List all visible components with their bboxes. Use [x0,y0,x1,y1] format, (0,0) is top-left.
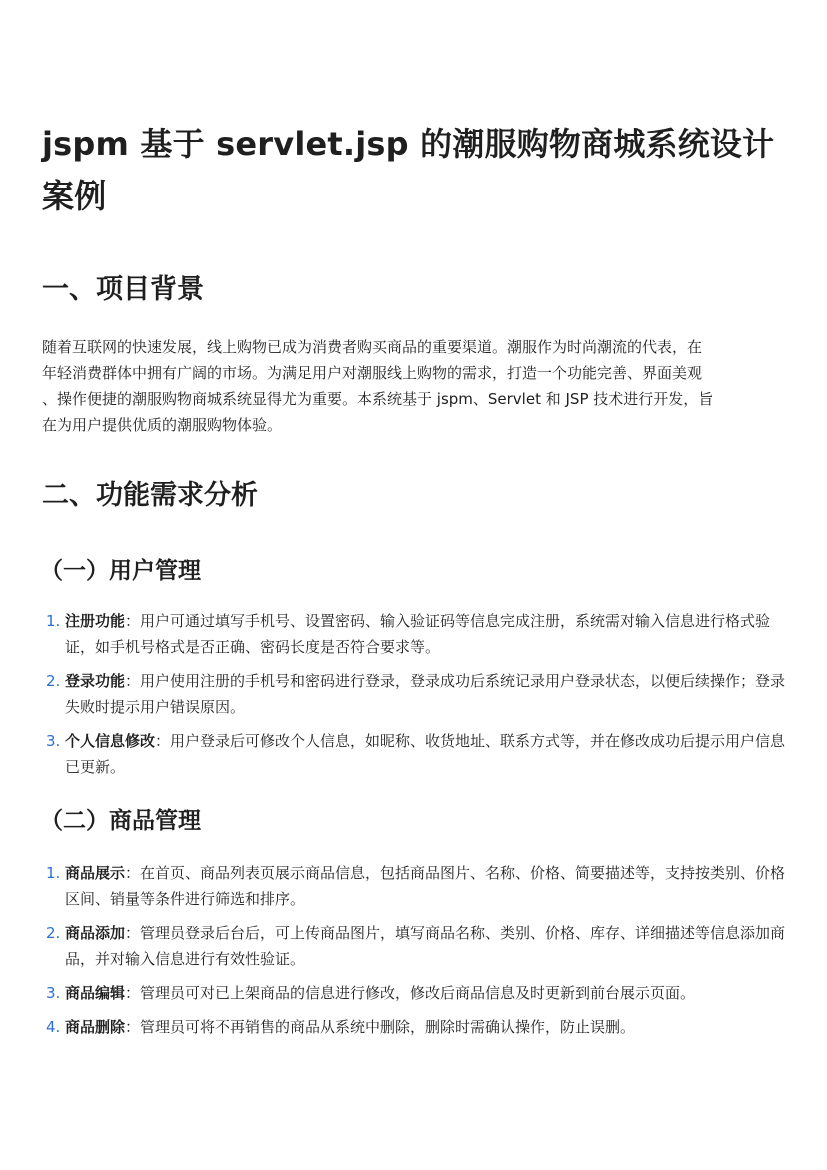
section-heading-background: 一、项目背景 [42,274,204,305]
subsection-heading-user-management: （一）用户管理 [40,558,201,584]
list-item-number: 2. [46,924,61,942]
list-item-text: ：管理员可将不再销售的商品从系统中删除，删除时需确认操作，防止误删。 [125,1018,636,1036]
list-item-number: 1. [46,864,61,882]
list-item [42,608,799,660]
list-item-number: 3. [46,984,61,1002]
list-item [42,728,799,780]
document-title: jspm 基于 servlet.jsp 的潮服购物商城系统设计案例 [42,125,775,215]
list-item-term: 注册功能 [65,612,126,630]
list-item-number: 3. [46,732,61,750]
list-item-term: 个人信息修改 [65,732,156,750]
subsection-heading-product-management: （二）商品管理 [40,808,201,834]
list-item [42,860,799,912]
list-item-text: ：用户使用注册的手机号和密码进行登录，登录成功后系统记录用户登录状态，以便后续操作；登录失败时提示用户错误原因。 [65,672,786,716]
list-item-term: 商品删除 [65,1018,126,1036]
list-item-term: 商品添加 [65,924,126,942]
list-item [42,1014,799,1040]
list-item-term: 商品展示 [65,864,126,882]
list-item-text: ：管理员可对已上架商品的信息进行修改，修改后商品信息及时更新到前台展示页面。 [125,984,696,1002]
list-item-term: 商品编辑 [65,984,126,1002]
user-management-list [42,608,799,780]
list-item-number: 2. [46,672,61,690]
section-heading-requirements: 二、功能需求分析 [42,480,258,511]
list-item [42,980,799,1006]
list-item [42,920,799,972]
list-item-text: ：用户可通过填写手机号、设置密码、输入验证码等信息完成注册，系统需对输入信息进行格式验证，如手机号格式是否正确、密码长度是否符合要求等。 [65,612,771,656]
list-item-number: 1. [46,612,61,630]
list-item-text: ：管理员登录后台后，可上传商品图片，填写商品名称、类别、价格、库存、详细描述等信息添加商品，并对输入信息进行有效性验证。 [65,924,786,968]
product-management-list [42,860,799,1040]
background-paragraph: 随着互联网的快速发展，线上购物已成为消费者购买商品的重要渠道。潮服作为时尚潮流的代表，在 年轻消费群体中拥有广阔的市场。为满足用户对潮服线上购物的需求，打造一个功能完善、界面美观 、操作便捷的潮服购物商城系统显得尤为重要。本系统基于 jspm、Servlet 和 JSP 技术进行开发，旨 在为用户提供优质的潮服购物体验。 [42,338,714,434]
list-item-number: 4. [46,1018,61,1036]
list-item [42,668,799,720]
list-item-term: 登录功能 [65,672,126,690]
list-item-text: ：用户登录后可修改个人信息，如昵称、收货地址、联系方式等，并在修改成功后提示用户信息已更新。 [65,732,786,776]
list-item-text: ：在首页、商品列表页展示商品信息，包括商品图片、名称、价格、简要描述等，支持按类别、价格区间、销量等条件进行筛选和排序。 [65,864,786,908]
